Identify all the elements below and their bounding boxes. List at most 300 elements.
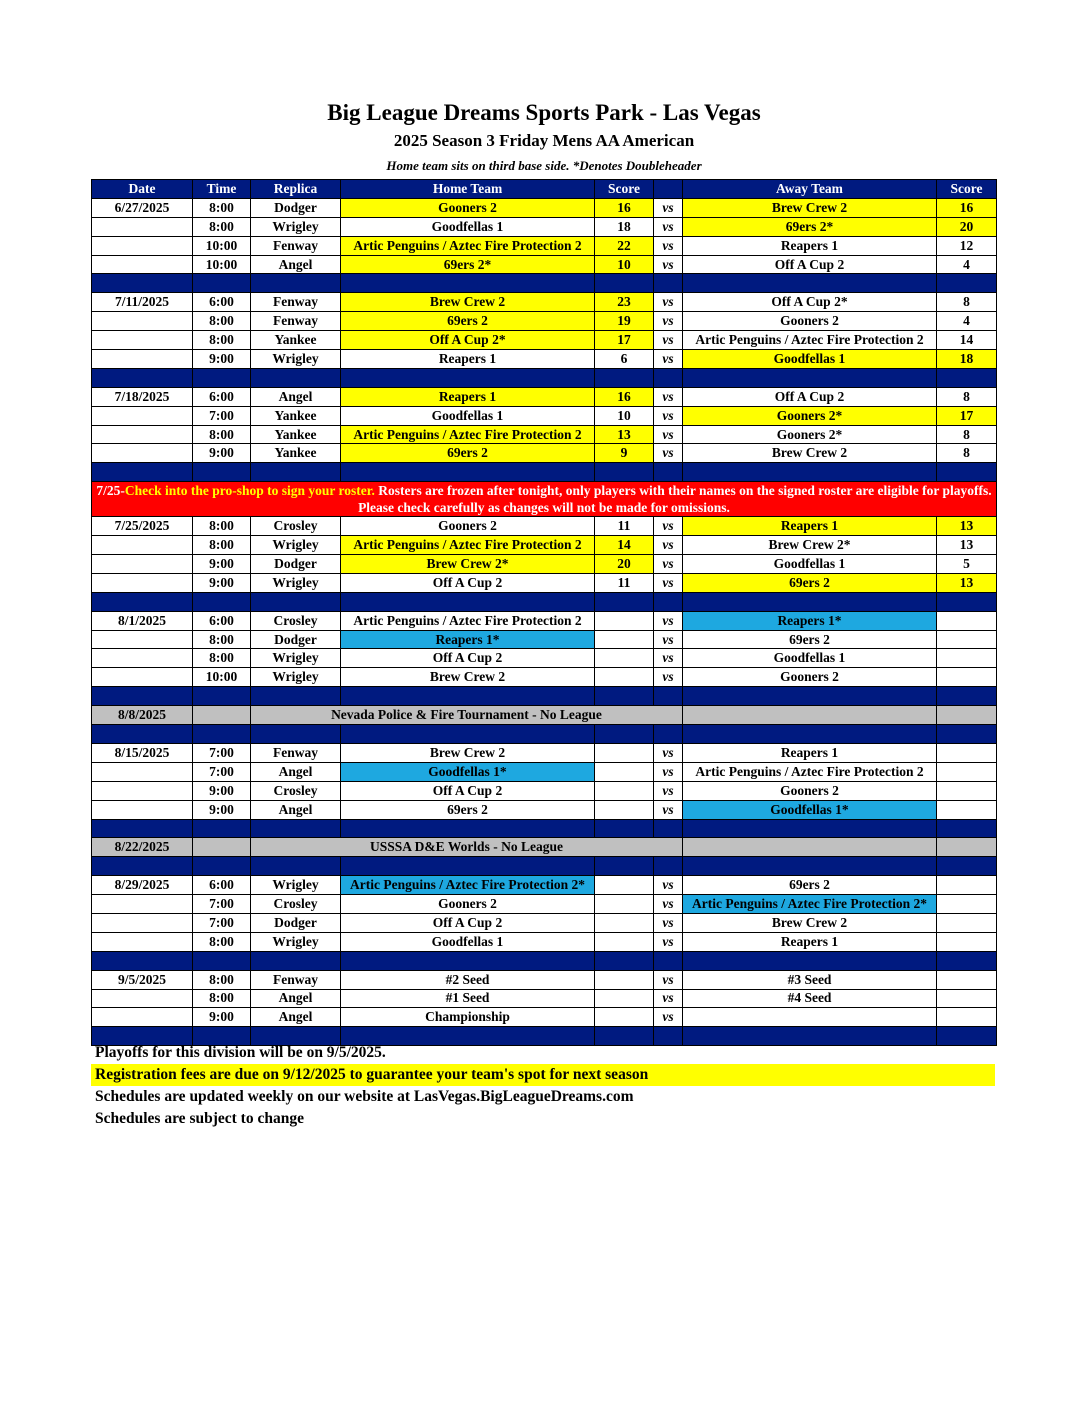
- separator-cell: [654, 463, 683, 482]
- separator-cell: [193, 951, 251, 970]
- away-team: Reapers 1*: [683, 611, 937, 630]
- vs-label: vs: [654, 876, 683, 895]
- game-time: 7:00: [193, 743, 251, 762]
- game-row: [92, 236, 997, 255]
- game-field: Dodger: [251, 913, 341, 932]
- game-row: [92, 444, 997, 463]
- home-team: Reapers 1: [341, 350, 595, 369]
- home-team: Off A Cup 2: [341, 781, 595, 800]
- game-field: Angel: [251, 255, 341, 274]
- game-time: 8:00: [193, 312, 251, 331]
- footer-registration: Registration fees are due on 9/12/2025 to guarantee your team's spot for next season: [91, 1064, 995, 1086]
- home-team: 69ers 2*: [341, 255, 595, 274]
- home-score: [595, 932, 654, 951]
- vs-label: vs: [654, 350, 683, 369]
- game-row: [92, 331, 997, 350]
- home-team: 69ers 2: [341, 312, 595, 331]
- separator-cell: [937, 463, 997, 482]
- home-score: 11: [595, 517, 654, 536]
- separator-cell: [92, 368, 193, 387]
- away-team: Brew Crew 2: [683, 913, 937, 932]
- home-team: Artic Penguins / Aztec Fire Protection 2: [341, 611, 595, 630]
- game-time: 10:00: [193, 255, 251, 274]
- game-time: 7:00: [193, 762, 251, 781]
- away-team: Brew Crew 2*: [683, 536, 937, 555]
- schedule-table: [91, 179, 997, 1046]
- game-time: 9:00: [193, 555, 251, 574]
- game-field: Angel: [251, 800, 341, 819]
- home-score: 18: [595, 217, 654, 236]
- away-team: Brew Crew 2: [683, 444, 937, 463]
- home-score: [595, 895, 654, 914]
- separator-cell: [937, 857, 997, 876]
- game-row: [92, 387, 997, 406]
- game-row: [92, 350, 997, 369]
- home-score: 20: [595, 555, 654, 574]
- away-score: 4: [937, 312, 997, 331]
- footer-website: Schedules are updated weekly on our website at LasVegas.BigLeagueDreams.com: [95, 1088, 634, 1105]
- game-date: [92, 895, 193, 914]
- game-time: 8:00: [193, 970, 251, 989]
- game-field: Yankee: [251, 331, 341, 350]
- col-header-replica: Replica: [251, 180, 341, 199]
- vs-label: vs: [654, 217, 683, 236]
- away-team: Brew Crew 2: [683, 198, 937, 217]
- week-separator: [92, 368, 997, 387]
- home-score: 17: [595, 331, 654, 350]
- away-team: Reapers 1: [683, 517, 937, 536]
- game-row: [92, 406, 997, 425]
- game-time: 6:00: [193, 611, 251, 630]
- game-row: [92, 913, 997, 932]
- separator-cell: [193, 463, 251, 482]
- separator-cell: [341, 819, 595, 838]
- home-score: [595, 743, 654, 762]
- game-time: 8:00: [193, 649, 251, 668]
- home-team: Artic Penguins / Aztec Fire Protection 2: [341, 236, 595, 255]
- away-score: 5: [937, 555, 997, 574]
- away-score: [937, 762, 997, 781]
- home-team: Off A Cup 2: [341, 913, 595, 932]
- separator-cell: [92, 463, 193, 482]
- separator-cell: [683, 687, 937, 706]
- separator-cell: [683, 725, 937, 744]
- game-date: [92, 1008, 193, 1027]
- game-row: [92, 743, 997, 762]
- away-team: 69ers 2: [683, 573, 937, 592]
- away-score: 18: [937, 350, 997, 369]
- separator-cell: [251, 463, 341, 482]
- game-row: [92, 293, 997, 312]
- separator-cell: [654, 368, 683, 387]
- away-team: Gooners 2*: [683, 406, 937, 425]
- game-date: [92, 255, 193, 274]
- separator-cell: [595, 687, 654, 706]
- home-score: 16: [595, 387, 654, 406]
- game-row: [92, 800, 997, 819]
- separator-cell: [92, 857, 193, 876]
- vs-label: vs: [654, 444, 683, 463]
- game-date: [92, 913, 193, 932]
- separator-cell: [683, 819, 937, 838]
- home-team: Goodfellas 1: [341, 406, 595, 425]
- separator-cell: [193, 274, 251, 293]
- game-date: 7/18/2025: [92, 387, 193, 406]
- away-team: Reapers 1: [683, 743, 937, 762]
- game-date: 7/25/2025: [92, 517, 193, 536]
- game-row: [92, 876, 997, 895]
- vs-label: vs: [654, 331, 683, 350]
- away-team: Reapers 1: [683, 236, 937, 255]
- game-row: [92, 762, 997, 781]
- separator-cell: [92, 725, 193, 744]
- game-time: 7:00: [193, 406, 251, 425]
- away-score: [937, 630, 997, 649]
- game-date: [92, 762, 193, 781]
- away-team: Artic Penguins / Aztec Fire Protection 2: [683, 331, 937, 350]
- separator-cell: [92, 687, 193, 706]
- away-team: 69ers 2: [683, 630, 937, 649]
- empty-cell: [937, 706, 997, 725]
- game-date: [92, 573, 193, 592]
- vs-label: vs: [654, 611, 683, 630]
- vs-label: vs: [654, 970, 683, 989]
- home-team: Artic Penguins / Aztec Fire Protection 2: [341, 425, 595, 444]
- away-score: 8: [937, 444, 997, 463]
- separator-cell: [654, 274, 683, 293]
- home-score: [595, 649, 654, 668]
- game-row: [92, 781, 997, 800]
- away-score: [937, 800, 997, 819]
- game-field: Crosley: [251, 781, 341, 800]
- game-field: Wrigley: [251, 536, 341, 555]
- game-row: [92, 255, 997, 274]
- home-score: [595, 913, 654, 932]
- separator-cell: [92, 592, 193, 611]
- game-row: [92, 630, 997, 649]
- week-separator: [92, 687, 997, 706]
- vs-label: vs: [654, 198, 683, 217]
- game-row: [92, 312, 997, 331]
- separator-cell: [654, 857, 683, 876]
- notice-text: Rosters are frozen after tonight, only players with their names on the signed roster are eligible for playoffs. Please check carefully as changes will not be made for omissions.: [358, 483, 992, 516]
- game-time: 8:00: [193, 331, 251, 350]
- game-time: 9:00: [193, 573, 251, 592]
- separator-cell: [595, 592, 654, 611]
- vs-label: vs: [654, 668, 683, 687]
- separator-cell: [595, 819, 654, 838]
- game-date: [92, 989, 193, 1008]
- game-date: [92, 630, 193, 649]
- col-header-time: Time: [193, 180, 251, 199]
- home-team: #1 Seed: [341, 989, 595, 1008]
- vs-label: vs: [654, 517, 683, 536]
- game-time: 8:00: [193, 517, 251, 536]
- game-date: [92, 444, 193, 463]
- game-field: Fenway: [251, 236, 341, 255]
- away-score: [937, 932, 997, 951]
- col-header-away-team: Away Team: [683, 180, 937, 199]
- game-field: Wrigley: [251, 217, 341, 236]
- home-team: Championship: [341, 1008, 595, 1027]
- week-separator: [92, 592, 997, 611]
- home-team: Goodfellas 1: [341, 217, 595, 236]
- game-field: Dodger: [251, 555, 341, 574]
- separator-cell: [937, 725, 997, 744]
- col-header-home-score: Score: [595, 180, 654, 199]
- away-team: Gooners 2: [683, 312, 937, 331]
- no-league-row: [92, 838, 997, 857]
- home-score: [595, 630, 654, 649]
- separator-cell: [251, 725, 341, 744]
- away-score: [937, 743, 997, 762]
- home-team: #2 Seed: [341, 970, 595, 989]
- away-score: [937, 781, 997, 800]
- away-score: [937, 913, 997, 932]
- roster-notice: [92, 482, 997, 517]
- separator-cell: [937, 592, 997, 611]
- separator-cell: [251, 274, 341, 293]
- game-date: 8/8/2025: [92, 706, 193, 725]
- game-date: [92, 555, 193, 574]
- separator-cell: [683, 951, 937, 970]
- separator-cell: [654, 687, 683, 706]
- home-score: [595, 989, 654, 1008]
- game-date: [92, 236, 193, 255]
- separator-cell: [937, 819, 997, 838]
- game-field: Dodger: [251, 630, 341, 649]
- game-time: 6:00: [193, 293, 251, 312]
- game-field: Yankee: [251, 425, 341, 444]
- home-score: [595, 970, 654, 989]
- col-header-vs: [654, 180, 683, 199]
- game-date: 7/11/2025: [92, 293, 193, 312]
- week-separator: [92, 463, 997, 482]
- vs-label: vs: [654, 555, 683, 574]
- week-separator: [92, 725, 997, 744]
- away-score: [937, 970, 997, 989]
- game-time: 9:00: [193, 444, 251, 463]
- week-separator: [92, 274, 997, 293]
- home-score: 13: [595, 425, 654, 444]
- separator-cell: [92, 274, 193, 293]
- separator-cell: [193, 725, 251, 744]
- separator-cell: [92, 819, 193, 838]
- home-team: Brew Crew 2: [341, 668, 595, 687]
- home-score: [595, 611, 654, 630]
- game-field: Angel: [251, 1008, 341, 1027]
- game-row: [92, 611, 997, 630]
- game-time: 7:00: [193, 913, 251, 932]
- away-score: 13: [937, 536, 997, 555]
- game-field: Wrigley: [251, 932, 341, 951]
- vs-label: vs: [654, 630, 683, 649]
- away-team: Goodfellas 1: [683, 555, 937, 574]
- notice-date: 7/25-: [96, 483, 125, 499]
- away-team: Goodfellas 1*: [683, 800, 937, 819]
- vs-label: vs: [654, 387, 683, 406]
- away-score: 20: [937, 217, 997, 236]
- game-date: [92, 536, 193, 555]
- game-date: 9/5/2025: [92, 970, 193, 989]
- game-row: [92, 536, 997, 555]
- game-date: [92, 425, 193, 444]
- away-team: Reapers 1: [683, 932, 937, 951]
- game-field: Fenway: [251, 293, 341, 312]
- game-row: [92, 970, 997, 989]
- vs-label: vs: [654, 762, 683, 781]
- game-time: 8:00: [193, 198, 251, 217]
- away-team: Gooners 2: [683, 781, 937, 800]
- home-score: 10: [595, 255, 654, 274]
- game-date: [92, 217, 193, 236]
- away-team: Off A Cup 2: [683, 255, 937, 274]
- away-score: 14: [937, 331, 997, 350]
- empty-cell: [193, 706, 251, 725]
- away-score: 4: [937, 255, 997, 274]
- separator-cell: [937, 687, 997, 706]
- game-row: [92, 649, 997, 668]
- away-score: [937, 989, 997, 1008]
- away-score: [937, 876, 997, 895]
- separator-cell: [251, 819, 341, 838]
- home-team: Gooners 2: [341, 895, 595, 914]
- separator-cell: [937, 951, 997, 970]
- vs-label: vs: [654, 649, 683, 668]
- game-date: [92, 350, 193, 369]
- away-team: Off A Cup 2: [683, 387, 937, 406]
- separator-cell: [683, 463, 937, 482]
- game-time: 8:00: [193, 536, 251, 555]
- home-team: Artic Penguins / Aztec Fire Protection 2*: [341, 876, 595, 895]
- separator-cell: [341, 687, 595, 706]
- separator-cell: [937, 368, 997, 387]
- away-score: [937, 895, 997, 914]
- away-team: 69ers 2*: [683, 217, 937, 236]
- home-score: 22: [595, 236, 654, 255]
- home-team: 69ers 2: [341, 800, 595, 819]
- home-team: Brew Crew 2: [341, 743, 595, 762]
- game-time: 9:00: [193, 781, 251, 800]
- game-date: 8/15/2025: [92, 743, 193, 762]
- vs-label: vs: [654, 573, 683, 592]
- game-field: Wrigley: [251, 668, 341, 687]
- home-score: 6: [595, 350, 654, 369]
- vs-label: vs: [654, 1008, 683, 1027]
- empty-cell: [193, 838, 251, 857]
- game-row: [92, 217, 997, 236]
- home-team: Off A Cup 2*: [341, 331, 595, 350]
- schedule-body: [92, 198, 997, 1045]
- game-date: [92, 668, 193, 687]
- home-team: Off A Cup 2: [341, 649, 595, 668]
- vs-label: vs: [654, 293, 683, 312]
- game-time: 10:00: [193, 668, 251, 687]
- home-team: Brew Crew 2*: [341, 555, 595, 574]
- away-team: Gooners 2: [683, 668, 937, 687]
- home-score: [595, 762, 654, 781]
- game-time: 10:00: [193, 236, 251, 255]
- game-date: [92, 331, 193, 350]
- home-team: Goodfellas 1: [341, 932, 595, 951]
- vs-label: vs: [654, 743, 683, 762]
- separator-cell: [683, 857, 937, 876]
- game-row: [92, 668, 997, 687]
- separator-cell: [595, 725, 654, 744]
- game-time: 6:00: [193, 387, 251, 406]
- separator-cell: [937, 274, 997, 293]
- game-field: Yankee: [251, 406, 341, 425]
- header-row: [92, 180, 997, 199]
- week-separator: [92, 857, 997, 876]
- vs-label: vs: [654, 800, 683, 819]
- home-score: 10: [595, 406, 654, 425]
- game-date: 8/22/2025: [92, 838, 193, 857]
- game-time: 9:00: [193, 800, 251, 819]
- separator-cell: [654, 951, 683, 970]
- game-field: Crosley: [251, 517, 341, 536]
- home-team: Off A Cup 2: [341, 573, 595, 592]
- home-score: 11: [595, 573, 654, 592]
- game-date: 6/27/2025: [92, 198, 193, 217]
- vs-label: vs: [654, 255, 683, 274]
- vs-label: vs: [654, 236, 683, 255]
- game-time: 9:00: [193, 350, 251, 369]
- page-note: Home team sits on third base side. *Denotes Doubleheader: [386, 158, 702, 173]
- away-score: 8: [937, 293, 997, 312]
- game-time: 8:00: [193, 425, 251, 444]
- game-row: [92, 425, 997, 444]
- empty-cell: [683, 706, 937, 725]
- vs-label: vs: [654, 932, 683, 951]
- separator-cell: [595, 951, 654, 970]
- game-date: 8/1/2025: [92, 611, 193, 630]
- game-row: [92, 573, 997, 592]
- game-field: Fenway: [251, 970, 341, 989]
- home-score: 16: [595, 198, 654, 217]
- separator-cell: [92, 951, 193, 970]
- col-header-home-team: Home Team: [341, 180, 595, 199]
- separator-cell: [595, 463, 654, 482]
- home-score: 23: [595, 293, 654, 312]
- game-row: [92, 198, 997, 217]
- away-team: Goodfellas 1: [683, 350, 937, 369]
- away-score: 17: [937, 406, 997, 425]
- game-field: Angel: [251, 762, 341, 781]
- game-date: [92, 312, 193, 331]
- game-date: [92, 649, 193, 668]
- game-date: [92, 406, 193, 425]
- away-score: 13: [937, 573, 997, 592]
- no-league-label: USSSA D&E Worlds - No League: [251, 838, 683, 857]
- col-header-date: Date: [92, 180, 193, 199]
- game-field: Wrigley: [251, 350, 341, 369]
- game-field: Wrigley: [251, 573, 341, 592]
- game-row: [92, 555, 997, 574]
- separator-cell: [251, 857, 341, 876]
- game-field: Wrigley: [251, 876, 341, 895]
- game-date: [92, 781, 193, 800]
- game-row: [92, 1008, 997, 1027]
- separator-cell: [251, 951, 341, 970]
- away-team: Off A Cup 2*: [683, 293, 937, 312]
- separator-cell: [251, 687, 341, 706]
- empty-cell: [683, 838, 937, 857]
- home-score: [595, 781, 654, 800]
- game-row: [92, 517, 997, 536]
- empty-cell: [937, 838, 997, 857]
- separator-cell: [193, 368, 251, 387]
